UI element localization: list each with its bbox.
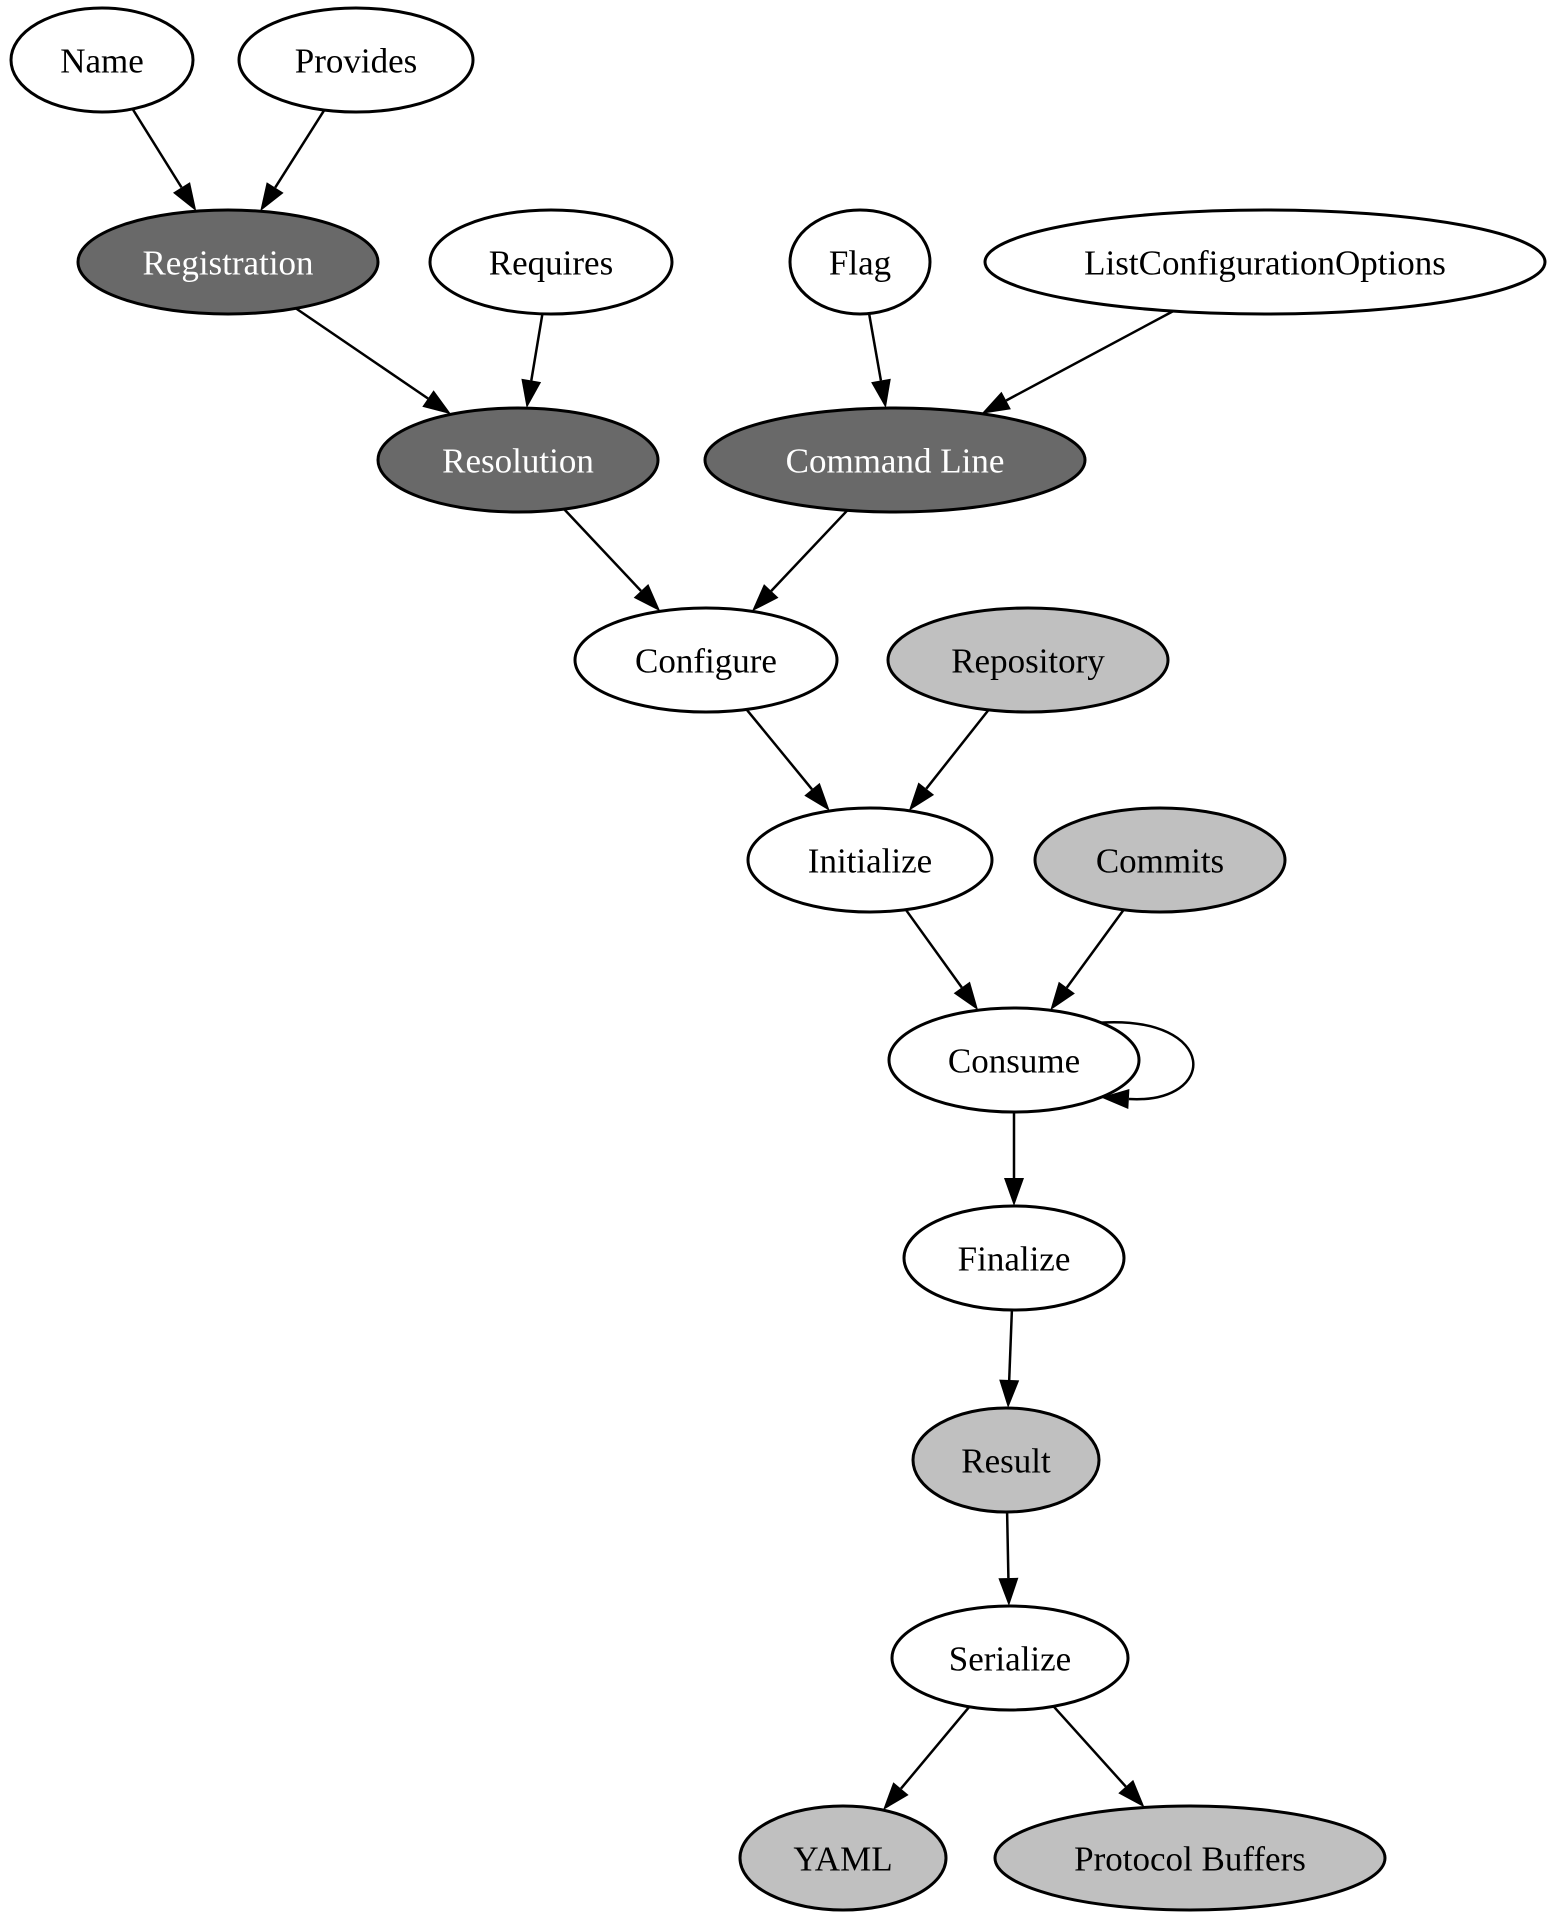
node-label-yaml: YAML	[793, 1839, 893, 1879]
node-label-result: Result	[961, 1441, 1051, 1481]
edge-line-commits-consume	[1067, 910, 1124, 988]
edge-serialize-protobuffers	[1054, 1706, 1145, 1807]
edge-line-requires-resolution	[531, 314, 542, 381]
arrowhead-initialize-consume	[954, 982, 978, 1011]
edge-line-serialize-yaml	[901, 1707, 969, 1789]
arrowhead-serialize-yaml	[883, 1782, 909, 1810]
edge-line-result-serialize	[1007, 1512, 1008, 1578]
node-registration	[78, 210, 378, 314]
edge-line-flag-commandline	[869, 314, 881, 381]
edge-resolution-configure	[564, 509, 660, 611]
node-label-flag: Flag	[828, 243, 892, 283]
edge-line-registration-resolution	[296, 308, 428, 398]
node-commits	[1035, 808, 1285, 912]
edge-line-serialize-protobuffers	[1054, 1706, 1126, 1786]
edge-line-listconfigoptions-commandline	[1006, 311, 1173, 400]
edge-initialize-consume	[906, 910, 978, 1011]
edge-line-resolution-configure	[564, 509, 641, 591]
edge-line-commandline-configure	[771, 510, 847, 591]
node-label-requires: Requires	[488, 243, 614, 283]
node-configure	[575, 608, 837, 712]
arrowhead-commits-consume	[1050, 982, 1075, 1011]
node-label-configure: Configure	[635, 641, 777, 681]
node-requires	[430, 210, 672, 314]
edge-registration-resolution	[296, 308, 451, 414]
edge-finalize-result	[999, 1310, 1019, 1408]
arrowhead-registration-resolution	[422, 390, 451, 414]
edge-consume-finalize	[1004, 1112, 1024, 1206]
edge-configure-initialize	[747, 709, 830, 811]
arrowhead-consume-finalize	[1004, 1178, 1024, 1206]
node-serialize	[892, 1606, 1128, 1710]
node-label-listconfigoptions: ListConfigurationOptions	[1084, 243, 1446, 283]
node-name	[11, 8, 193, 112]
edge-serialize-yaml	[883, 1707, 969, 1810]
edge-line-configure-initialize	[747, 709, 813, 789]
arrowhead-finalize-result	[999, 1380, 1019, 1408]
node-resolution	[378, 408, 658, 512]
node-finalize	[904, 1206, 1124, 1310]
node-initialize	[748, 808, 992, 912]
edge-result-serialize	[998, 1512, 1018, 1606]
node-commandline	[705, 408, 1085, 512]
edge-requires-resolution	[521, 314, 542, 408]
node-label-consume: Consume	[947, 1041, 1081, 1081]
node-result	[913, 1408, 1099, 1512]
edge-flag-commandline	[869, 314, 891, 409]
node-label-protobuffers: Protocol Buffers	[1074, 1839, 1306, 1879]
node-provides	[239, 8, 473, 112]
node-repository	[888, 608, 1168, 712]
node-label-resolution: Resolution	[442, 441, 594, 481]
edge-listconfigoptions-commandline	[982, 311, 1174, 414]
node-listconfigoptions	[985, 210, 1545, 314]
edge-line-name-registration	[133, 109, 182, 187]
edge-commits-consume	[1050, 910, 1123, 1010]
node-label-commandline: Command Line	[785, 441, 1005, 481]
arrowhead-provides-registration	[260, 182, 283, 211]
arrowhead-configure-initialize	[804, 783, 829, 811]
nodes-layer	[11, 8, 1545, 1910]
node-label-repository: Repository	[951, 641, 1105, 681]
edge-commandline-configure	[752, 510, 847, 611]
edge-name-registration	[133, 109, 197, 211]
arrowhead-name-registration	[173, 182, 196, 211]
node-label-finalize: Finalize	[957, 1239, 1071, 1279]
node-label-provides: Provides	[294, 41, 418, 81]
arrowhead-flag-commandline	[871, 379, 891, 408]
edge-provides-registration	[260, 110, 324, 211]
node-flag	[790, 210, 930, 314]
arrowhead-result-serialize	[998, 1578, 1018, 1606]
edges-layer	[133, 109, 1194, 1810]
node-yaml	[740, 1806, 946, 1910]
node-protobuffers	[995, 1806, 1385, 1910]
node-label-initialize: Initialize	[807, 841, 933, 881]
edge-repository-initialize	[909, 710, 989, 811]
node-label-name: Name	[60, 41, 144, 81]
edge-line-repository-initialize	[926, 710, 988, 789]
node-label-commits: Commits	[1095, 841, 1225, 881]
node-label-registration: Registration	[142, 243, 314, 283]
arrowhead-requires-resolution	[521, 379, 541, 408]
edge-line-provides-registration	[275, 110, 324, 188]
edge-line-finalize-result	[1009, 1310, 1012, 1380]
arrowhead-repository-initialize	[909, 783, 934, 811]
node-label-serialize: Serialize	[948, 1639, 1072, 1679]
edge-line-initialize-consume	[906, 910, 962, 988]
arrowhead-listconfigoptions-commandline	[982, 392, 1011, 414]
